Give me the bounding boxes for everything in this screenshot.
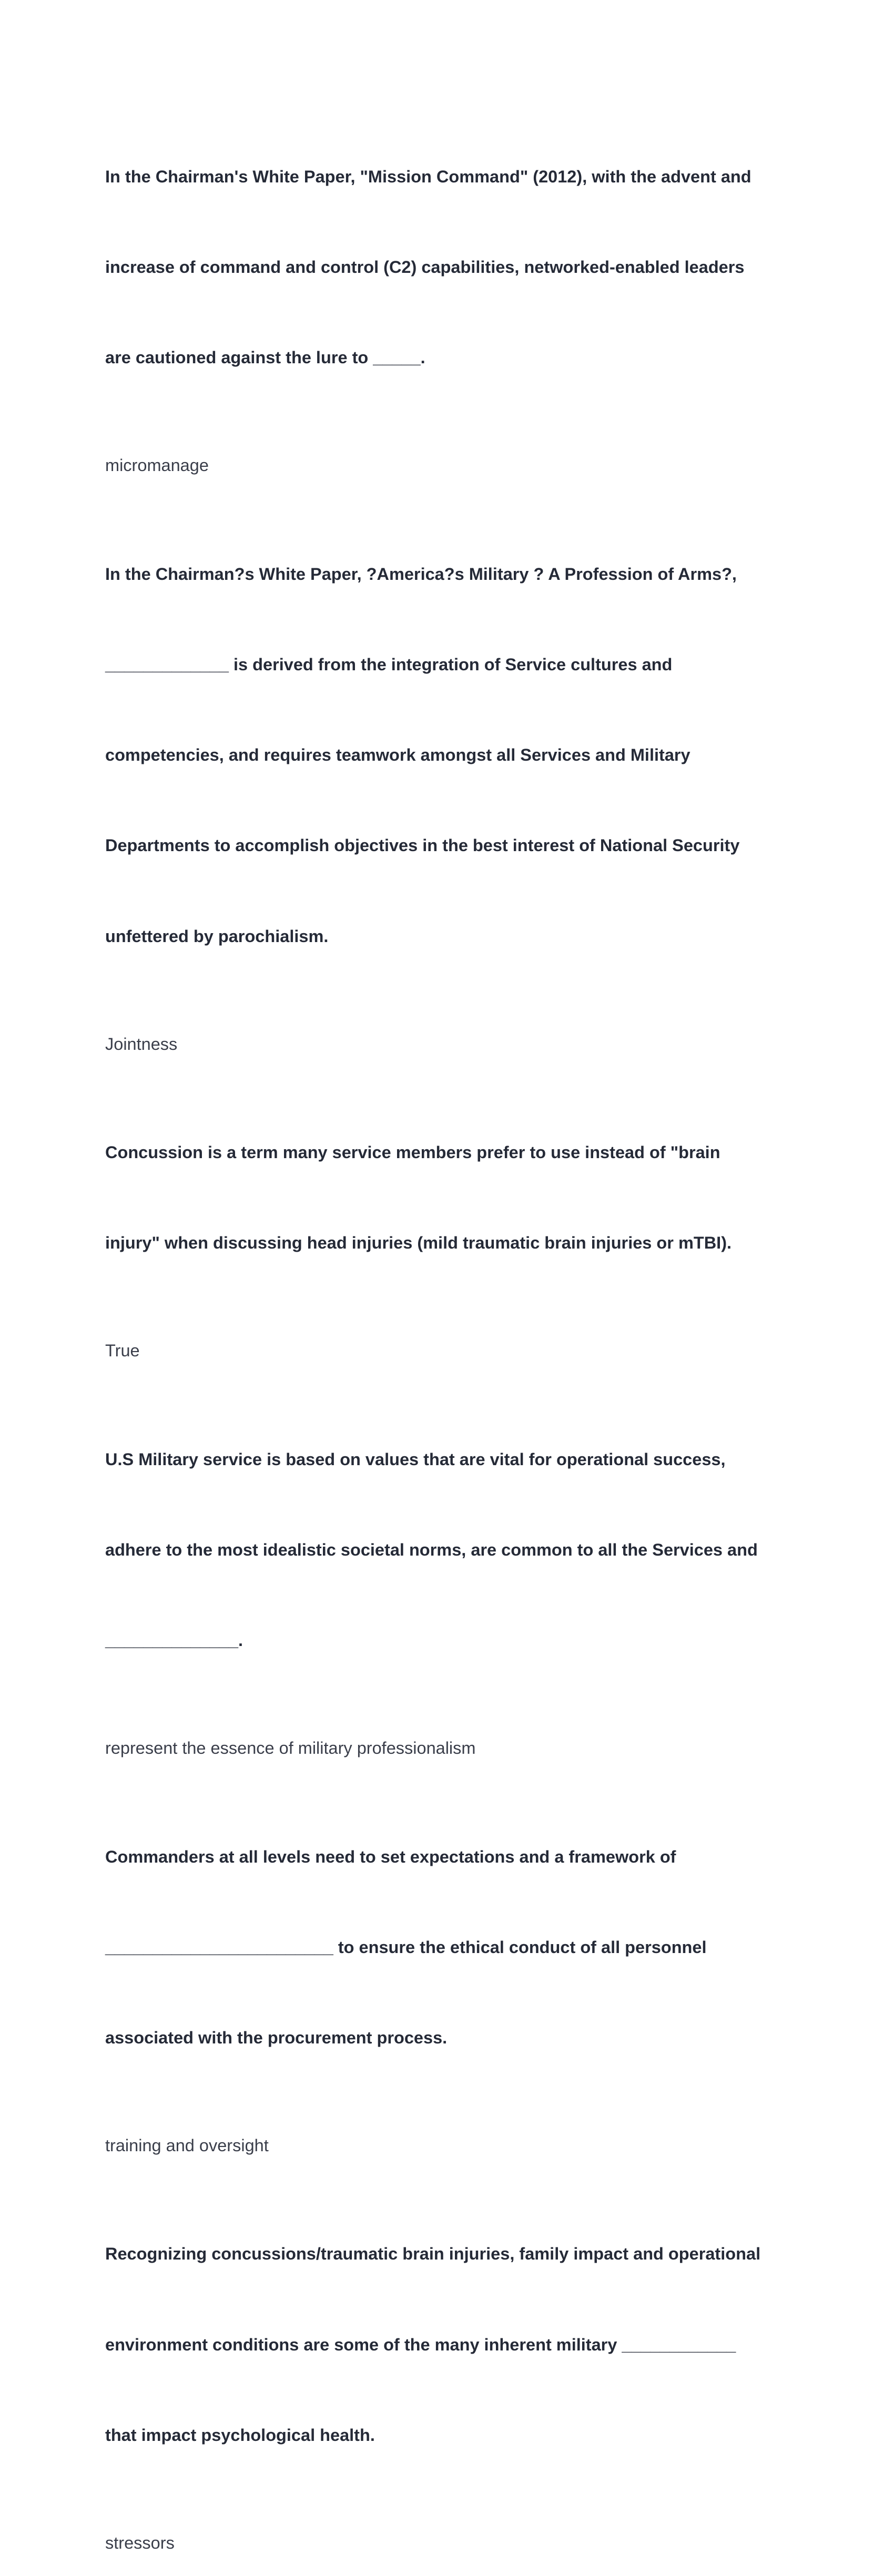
qa-item-1 [105,101,789,499]
question-line: that impact psychological health. [105,2425,375,2445]
question-4 [105,1384,789,1716]
qa-item-5 [105,1782,789,2179]
qa-item-2 [105,499,789,1077]
question-line: environment conditions are some of the many inherent military ____________ [105,2335,736,2354]
question-line: Commanders at all levels need to set expectations and a framework of [105,1847,676,1866]
question-line: Concussion is a term many service members prefer to use instead of "brain [105,1143,720,1162]
question-2 [105,499,789,1012]
question-line: In the Chairman's White Paper, "Mission Command" (2012), with the advent and [105,167,751,186]
question-1 [105,101,789,433]
question-line: competencies, and requires teamwork amongst all Services and Military [105,745,690,765]
question-line: injury" when discussing head injuries (mild traumatic brain injuries or mTBI). [105,1233,732,1253]
qa-item-6 [105,2179,789,2576]
answer-3: True [105,1341,140,1361]
qa-item-3 [105,1077,789,1384]
question-3 [105,1077,789,1318]
question-line: Recognizing concussions/traumatic brain injuries, family impact and operational [105,2244,761,2264]
answer-5: training and oversight [105,2136,269,2155]
question-line: In the Chairman?s White Paper, ?America?s Military ? A Profession of Arms?, [105,564,737,584]
question-line: Departments to accomplish objectives in the best interest of National Security [105,836,740,855]
question-line: ______________. [105,1631,243,1650]
question-line: unfettered by parochialism. [105,926,329,946]
answer-6: stressors [105,2533,175,2553]
question-line: _____________ is derived from the integration of Service cultures and [105,655,673,674]
answer-4: represent the essence of military professionalism [105,1739,476,1758]
question-line: ________________________ to ensure the ethical conduct of all personnel [105,1937,707,1957]
answer-1: micromanage [105,456,209,475]
answer-2: Jointness [105,1034,178,1054]
question-line: U.S Military service is based on values that are vital for operational success, [105,1449,726,1469]
question-line: adhere to the most idealistic societal norms, are common to all the Services and [105,1540,758,1559]
question-line: associated with the procurement process. [105,2028,448,2047]
question-6 [105,2179,789,2511]
question-5 [105,1782,789,2113]
document-page [105,101,789,2576]
question-line: increase of command and control (C2) capabilities, networked-enabled leaders [105,258,745,277]
qa-item-4 [105,1384,789,1782]
question-line: are cautioned against the lure to _____. [105,348,425,367]
